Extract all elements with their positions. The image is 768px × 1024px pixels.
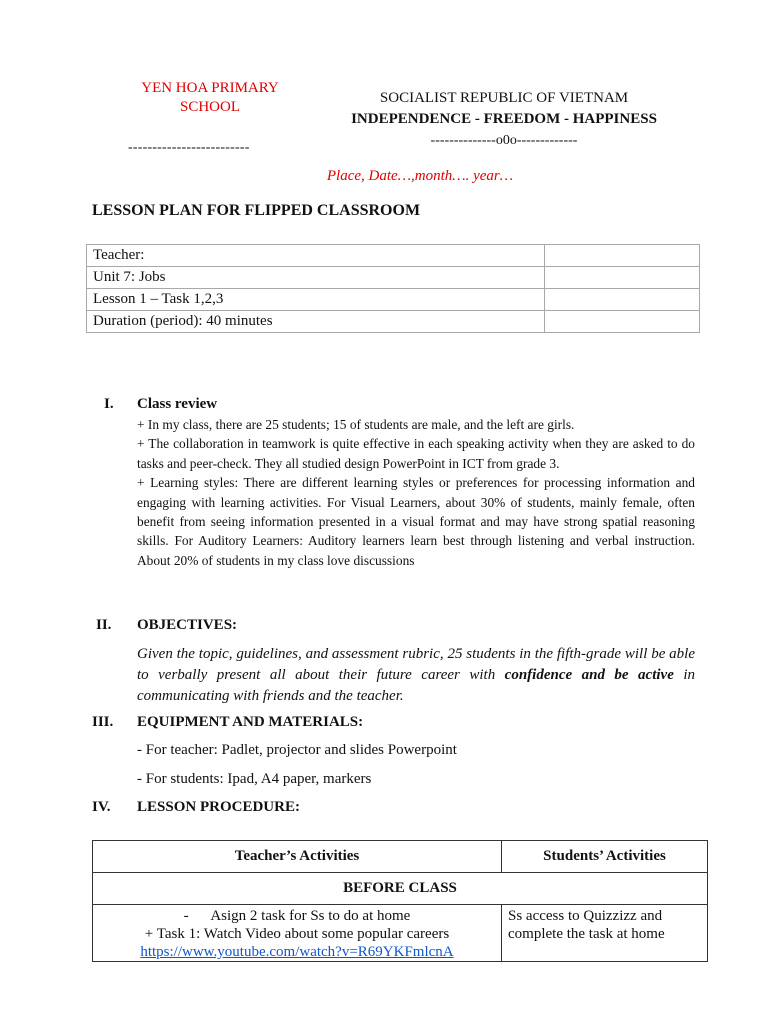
teacher-activity-cell bbox=[93, 905, 502, 962]
section-4-number: IV. bbox=[92, 799, 111, 815]
section-3-number: III. bbox=[92, 714, 114, 730]
section-1-title: Class review bbox=[137, 396, 218, 412]
info-value-cell bbox=[545, 311, 700, 333]
motto-underline: --------------o0o------------- bbox=[430, 133, 578, 148]
section-2-title: OBJECTIVES: bbox=[137, 617, 238, 633]
place-date: Place, Date…,month…. year… bbox=[326, 168, 514, 184]
review-paragraph: + The collaboration in teamwork is quite effective in each speaking activity when they are asked to do tasks and peer-check. They all studied design PowerPoint in ICT from grade 3. bbox=[137, 436, 695, 471]
review-paragraph: + In my class, there are 25 students; 15 of students are male, and the left are girls. bbox=[137, 417, 575, 432]
students-activities-header: Students’ Activities bbox=[502, 841, 708, 873]
equipment-students: - For students: Ipad, A4 paper, markers bbox=[137, 771, 372, 787]
equipment-teacher: - For teacher: Padlet, projector and slides Powerpoint bbox=[137, 742, 457, 758]
info-value-cell bbox=[545, 245, 700, 267]
school-name-line1: YEN HOA PRIMARY bbox=[141, 80, 279, 96]
teacher-task-1: + Task 1: Watch Video about some popular careers bbox=[144, 926, 450, 942]
nation-name: SOCIALIST REPUBLIC OF VIETNAM bbox=[379, 90, 629, 106]
review-paragraph: + Learning styles: There are different learning styles or preferences for processing information and engaging with learning activities. For Visual Learners, about 30% of students, mainly female, often benefit from seeing information presented in a visual format and may have strong spatial reasoning skills. For Auditory Learners: Auditory learners learn best through listening and verbal instruction. About 20% of students in my class love discussions bbox=[137, 475, 695, 568]
table-row bbox=[87, 267, 700, 289]
section-4-title: LESSON PROCEDURE: bbox=[137, 799, 300, 815]
objectives-emphasis: confidence and be active bbox=[504, 667, 674, 683]
lesson-procedure-table bbox=[92, 840, 708, 962]
national-header bbox=[320, 88, 688, 151]
student-activity-cell: Ss access to Quizzizz and complete the task at home bbox=[502, 905, 708, 962]
table-row bbox=[87, 289, 700, 311]
document-title: LESSON PLAN FOR FLIPPED CLASSROOM bbox=[92, 202, 421, 219]
info-teacher: Teacher: bbox=[87, 245, 545, 267]
section-1-number: I. bbox=[104, 396, 114, 412]
info-value-cell bbox=[545, 289, 700, 311]
lesson-info-table bbox=[86, 244, 700, 333]
youtube-video-link[interactable]: https://www.youtube.com/watch?v=R69YKFmlcnA bbox=[140, 944, 454, 960]
stage-before-class: BEFORE CLASS bbox=[93, 873, 708, 905]
objectives-part-a: Given the topic, guidelines, and assessment rubric, 25 students in the fifth-grade will be able to verbally present all about their future career with bbox=[137, 646, 695, 683]
info-lesson: Lesson 1 – Task 1,2,3 bbox=[87, 289, 545, 311]
info-unit: Unit 7: Jobs bbox=[87, 267, 545, 289]
school-name bbox=[110, 79, 310, 117]
teacher-activities-header: Teacher’s Activities bbox=[93, 841, 502, 873]
objectives-text bbox=[137, 644, 695, 707]
table-row bbox=[87, 311, 700, 333]
class-review-text bbox=[137, 415, 695, 570]
section-2-number: II. bbox=[96, 617, 112, 633]
school-name-line2: SCHOOL bbox=[179, 99, 240, 115]
table-header-row bbox=[93, 841, 708, 873]
objectives-part-c: in communicating with friends and the teacher. bbox=[137, 667, 696, 704]
table-row bbox=[87, 245, 700, 267]
info-duration: Duration (period): 40 minutes bbox=[87, 311, 545, 333]
stage-row bbox=[93, 873, 708, 905]
teacher-task-line: - Asign 2 task for Ss to do at home bbox=[183, 908, 411, 924]
national-motto: INDEPENDENCE - FREEDOM - HAPPINESS bbox=[351, 111, 657, 127]
section-3-title: EQUIPMENT AND MATERIALS: bbox=[137, 714, 364, 730]
table-row bbox=[93, 905, 708, 962]
school-underline: ------------------------- bbox=[128, 140, 250, 155]
info-value-cell bbox=[545, 267, 700, 289]
